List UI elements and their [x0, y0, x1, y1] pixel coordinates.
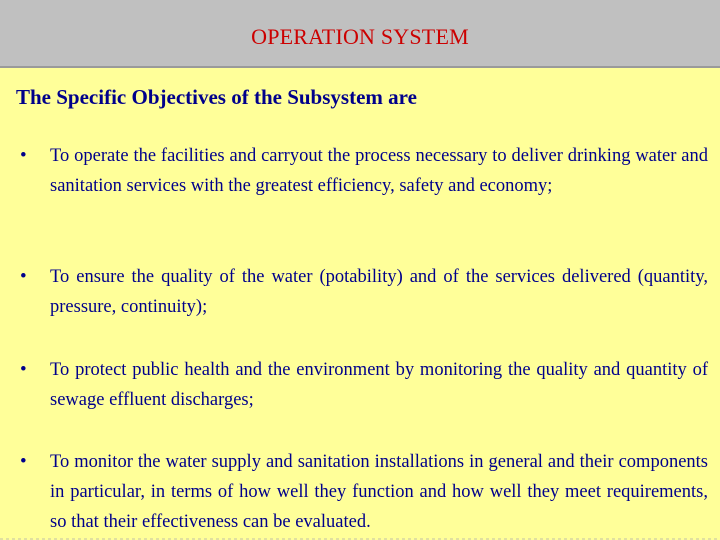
bullet-text: To monitor the water supply and sanitation installations in general and their components in particular, in terms of how well they function and how well they meet requirements, so that their effectiveness can be evaluated. — [50, 452, 708, 532]
bullet-icon: • — [20, 266, 27, 287]
bullet-icon: • — [20, 359, 27, 380]
bullet-text: To protect public health and the environment by monitoring the quality and quantity of sewage effluent discharges; — [50, 360, 708, 410]
slide-title: OPERATION SYSTEM — [251, 24, 469, 49]
bullet-icon: • — [20, 145, 27, 166]
slide-subtitle: The Specific Objectives of the Subsystem are — [16, 85, 417, 109]
title-bar — [0, 0, 720, 68]
bullet-icon: • — [20, 451, 27, 472]
bullet-text: To operate the facilities and carryout the process necessary to deliver drinking water and sanitation services with the greatest efficiency, safety and economy; — [50, 146, 708, 196]
bullet-text: To ensure the quality of the water (potability) and of the services delivered (quantity, pressure, continuity); — [50, 267, 708, 317]
